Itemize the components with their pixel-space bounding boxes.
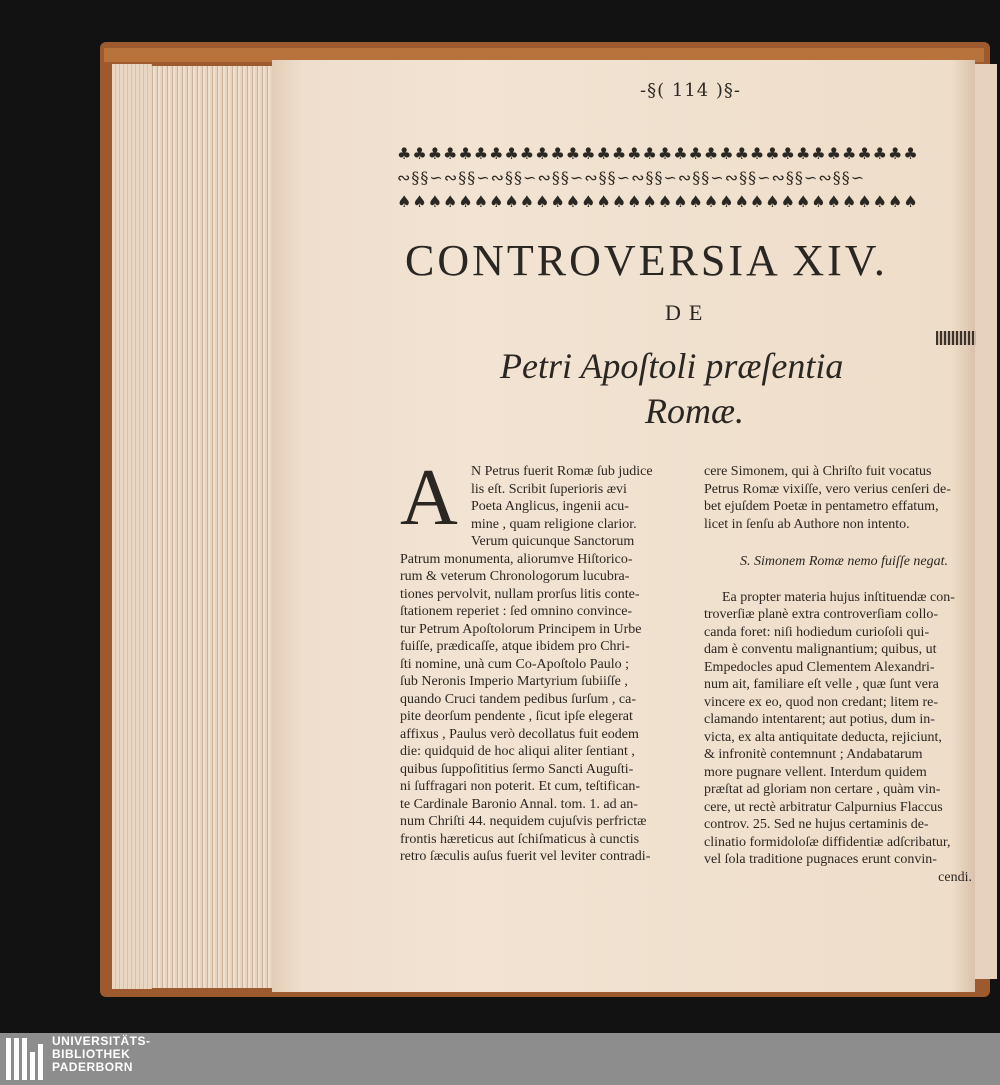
- page-number: -§( 114 )§-: [640, 80, 742, 101]
- right-text-column: [704, 463, 976, 886]
- text-line: Ea propter materia hujus inſtituendæ con-: [722, 589, 955, 605]
- ornamental-header: [397, 142, 977, 216]
- text-line: te Cardinale Baronio Annal. tom. 1. ad an-: [400, 796, 638, 812]
- text-line: lis eſt. Scribit ſuperioris ævi: [471, 481, 627, 497]
- text-line: cere, ut rectè arbitratur Calpurnius Flaccus: [704, 799, 943, 815]
- library-footer-bar: [0, 1033, 1000, 1085]
- text-line: clinatio formidoloſæ diffidentiæ adſcribatur,: [704, 834, 951, 850]
- subtitle-line-1: Petri Apoſtoli præſentia: [500, 346, 844, 386]
- text-line: pite deorſum pendente , ſicut ipſe elegerat: [400, 709, 633, 724]
- library-name: [52, 1035, 151, 1074]
- text-line: ſub Neronis Imperio Martyrium ſubiiſſe ,: [400, 674, 628, 689]
- text-line: cere Simonem, qui à Chriſto fuit vocatus: [704, 464, 932, 479]
- text-line: troverſiæ planè extra controverſiam collo-: [704, 607, 939, 622]
- text-line: vel ſola traditione pugnaces erunt convin-: [704, 852, 937, 867]
- text-line: die: quidquid de hoc aliqui aliter ſentiant ,: [400, 744, 635, 759]
- text-line: mine , quam religione clarior.: [471, 516, 637, 532]
- text-line: clamando intentarent; aut potius, dum in-: [704, 712, 935, 727]
- text-line: Petrus Romæ vixiſſe, vero verius cenſeri de-: [704, 481, 951, 497]
- text-line: victa, ex alta antiquitate deducta, rejiciunt,: [704, 729, 942, 745]
- spacer: [704, 533, 976, 553]
- text-line: N Petrus fuerit Romæ ſub judice: [471, 464, 653, 479]
- text-line: ſti nomine, unà cum Co-Apoſtolo Paulo ;: [400, 656, 630, 672]
- text-line: frontis hæreticus aut ſchiſmaticus à cunctis: [400, 831, 640, 847]
- library-line-2: BIBLIOTHEK: [52, 1047, 131, 1061]
- left-text-column: [400, 463, 690, 866]
- library-line-3: PADERBORN: [52, 1060, 133, 1074]
- text-line: tur Petrum Apoſtolorum Principem in Urbe: [400, 621, 642, 637]
- text-line: retro ſæculis auſus fuerit vel leviter contradi-: [400, 849, 651, 864]
- side-heading: S. Simonem Romæ nemo fuiſſe negat.: [740, 554, 949, 569]
- text-line: num ait, familiare eſt velle , quæ ſunt vera: [704, 677, 939, 692]
- text-line: tiones pervolvit, nullam prorſus litis conte-: [400, 586, 640, 602]
- text-line: Poeta Anglicus, ingenii acu-: [471, 499, 629, 514]
- page-gutter: [150, 66, 274, 988]
- subtitle-line-2: Romæ.: [645, 391, 744, 431]
- text-line: controv. 25. Sed ne hujus certaminis de-: [704, 817, 929, 832]
- text-line: canda foret: niſi hodiedum curioſoli qui-: [704, 624, 930, 640]
- text-line: licet in ſenſu ab Authore non intento.: [704, 516, 910, 532]
- text-line: affixus , Paulus verò decollatus fuit eodem: [400, 726, 639, 742]
- text-line: Empedocles apud Clementem Alexandri-: [704, 659, 935, 675]
- text-line: bet ejuſdem Poetæ in pentametro effatum,: [704, 499, 939, 514]
- library-logo-icon: [6, 1038, 46, 1080]
- right-page-edge: [975, 64, 997, 979]
- text-line: ni ſuffragari non poterit. Et cum, teſtifican-: [400, 779, 640, 794]
- drop-cap: A: [400, 454, 458, 542]
- page-title: CONTROVERSIA XIV.: [405, 236, 888, 285]
- text-line: Patrum monumenta, aliorumve Hiſtorico-: [400, 551, 633, 567]
- decorative-rule: [936, 331, 976, 345]
- page-block-edge: [112, 64, 152, 989]
- text-line: fuiſſe, prædicaſſe, atque ibidem pro Chri-: [400, 639, 630, 654]
- text-line: vincere ex eo, quod non credant; litem re-: [704, 694, 939, 710]
- text-line: Verum quicunque Sanctorum: [471, 534, 635, 549]
- text-line: quando Cruci tandem pedibus ſurſum , ca-: [400, 691, 636, 707]
- text-line: cendi.: [938, 869, 972, 885]
- text-line: quibus ſuppoſititius ſermo Sancti Auguſti-: [400, 761, 634, 777]
- ornament-row: ♠♠♠♠♠♠♠♠♠♠♠♠♠♠♠♠♠♠♠♠♠♠♠♠♠♠♠♠♠♠♠♠♠♠: [397, 192, 919, 211]
- title-de: DE: [665, 300, 711, 325]
- text-line: & infronitè contemnunt ; Andabatarum: [704, 747, 923, 762]
- text-line: num Chriſti 44. nequidem cujuſvis perfrictæ: [400, 814, 647, 829]
- text-line: dam è conventu malignantium; quibus, ut: [704, 642, 937, 657]
- text-line: more pugnare vellent. Interdum quidem: [704, 764, 927, 780]
- text-line: præſtat ad gloriam non certare , quàm vin-: [704, 782, 941, 797]
- text-line: rum & veterum Chronologorum lucubra-: [400, 569, 630, 584]
- ornament-row: ∾§§∽∾§§∽∾§§∽∾§§∽∾§§∽∾§§∽∾§§∽∾§§∽∾§§∽∾§§∽: [397, 168, 866, 187]
- spacer: [704, 571, 976, 589]
- library-line-1: UNIVERSITÄTS-: [52, 1034, 151, 1048]
- ornament-row: ♣♣♣♣♣♣♣♣♣♣♣♣♣♣♣♣♣♣♣♣♣♣♣♣♣♣♣♣♣♣♣♣♣♣: [397, 144, 919, 163]
- text-line: ſtationem reperiet : ſed omnino convince-: [400, 604, 633, 619]
